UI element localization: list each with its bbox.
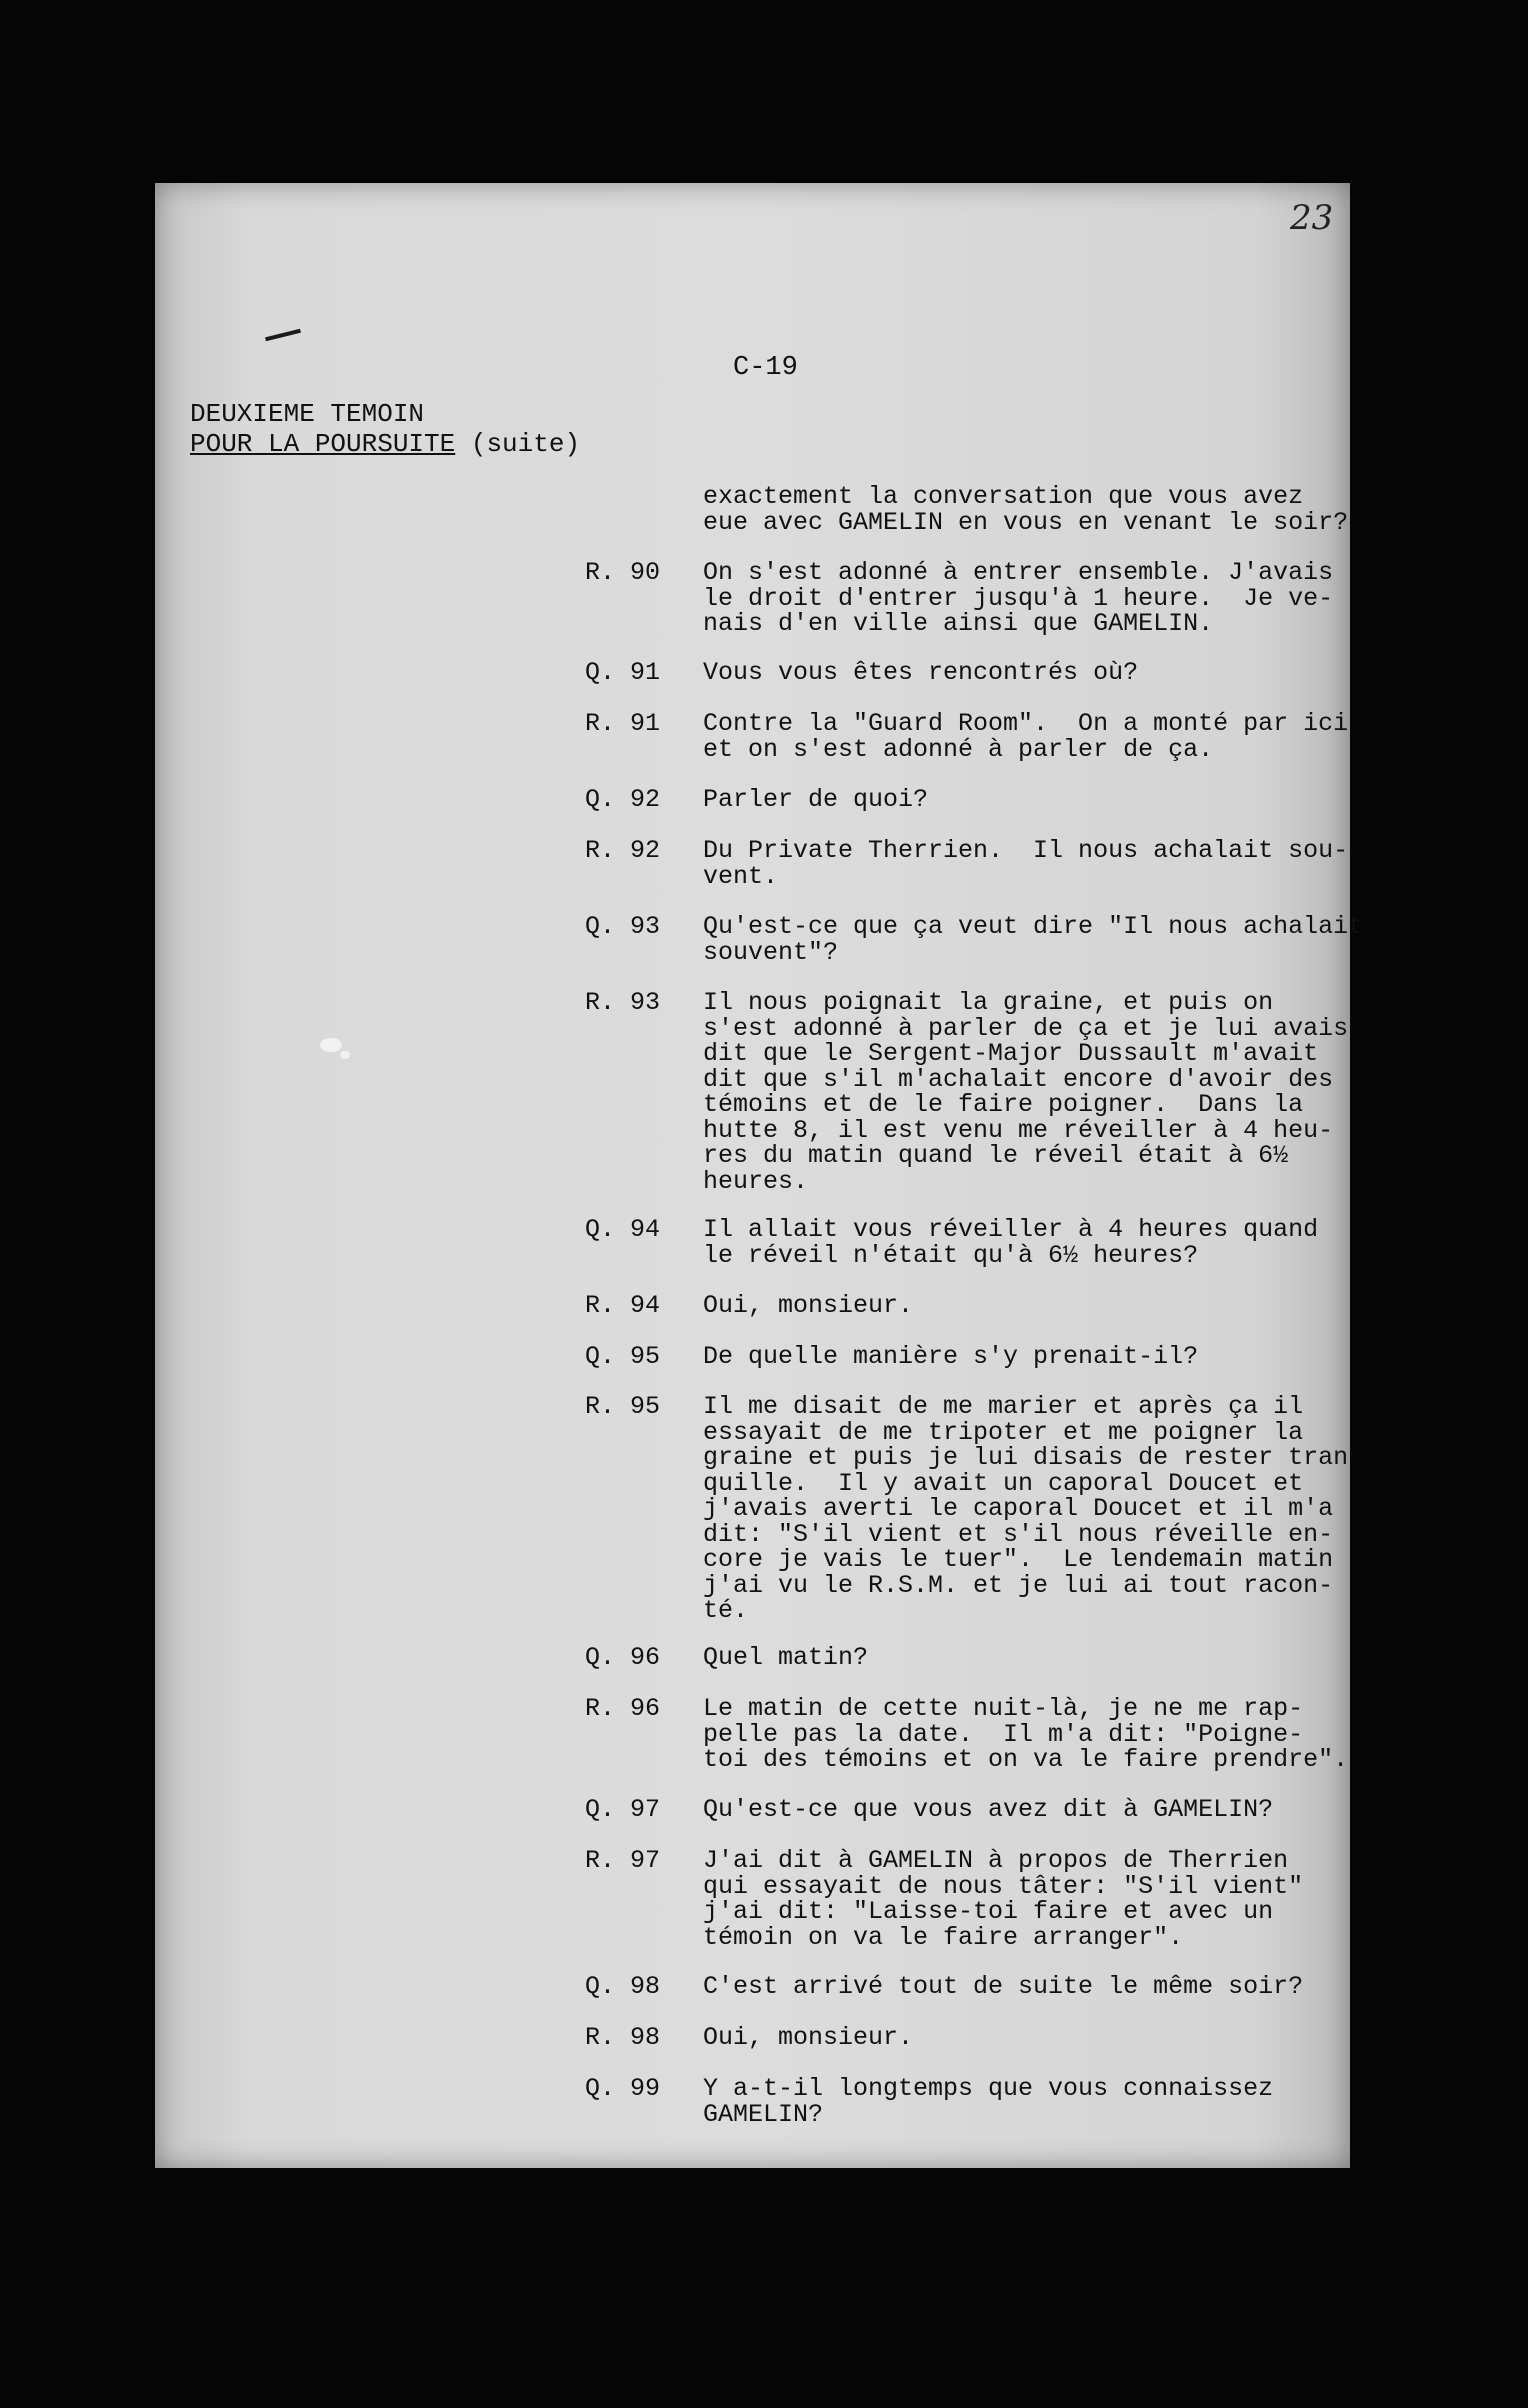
entry-text: Oui, monsieur. [703,2023,914,2052]
entry-text: Contre la "Guard Room". On a monté par ici et on s'est adonné à parler de ça. [703,709,1349,764]
entry-text: Qu'est-ce que ça veut dire "Il nous achalait souvent"? [703,912,1364,967]
heading-line-1: DEUXIEME TEMOIN [190,399,425,429]
entry-text: Il allait vous réveiller à 4 heures quand le réveil n'était qu'à 6½ heures? [703,1215,1319,1270]
entry-text: Le matin de cette nuit-là, je ne me rap- pelle pas la date. Il m'a dit: "Poigne- toi des témoins et on va le faire prendre". [703,1694,1349,1774]
entry-label: R. 91 [585,709,661,738]
entry-label: Q. 92 [585,785,661,814]
entry-label: Q. 98 [585,1972,661,2001]
page-number: 23 [1290,198,1334,238]
entry-text: Oui, monsieur. [703,1291,914,1320]
entry-label: R. 94 [585,1291,661,1320]
document-code: C-19 [733,353,798,383]
entry-text: On s'est adonné à entrer ensemble. J'avais le droit d'entrer jusqu'à 1 heure. Je ve- nais d'en ville ainsi que GAMELIN. [703,558,1334,638]
entry-label: Q. 91 [585,658,661,687]
entry-label: Q. 94 [585,1215,661,1244]
entry-label: R. 96 [585,1694,661,1723]
entry-text: Y a-t-il longtemps que vous connaissez GAMELIN? [703,2074,1274,2129]
entry-text: Il nous poignait la graine, et puis on s'est adonné à parler de ça et je lui avais dit que le Sergent-Major Dussault m'avait dit que s'il m'achalait encore d'avoir des témoins et de le faire poigner. Dans la hutte 8, il est venu me réveiller à 4 heu- res du matin quand le réveil était à 6½ heures. [703,988,1349,1196]
entry-label: R. 93 [585,988,661,1017]
witness-heading [190,399,580,459]
entry-label: Q. 93 [585,912,661,941]
entry-label: Q. 97 [585,1795,661,1824]
heading-suffix: (suite) [455,429,581,459]
heading-underlined: POUR LA POURSUITE [190,429,456,459]
entry-text: Parler de quoi? [703,785,929,814]
entry-label: R. 90 [585,558,661,587]
entry-text: J'ai dit à GAMELIN à propos de Therrien qui essayait de nous tâter: "S'il vient" j'ai dit: "Laisse-toi faire et avec un témoin on va le faire arranger". [703,1846,1304,1952]
continuation-text: exactement la conversation que vous avez eue avec GAMELIN en vous en venant le soir? [703,482,1349,537]
entry-label: Q. 99 [585,2074,661,2103]
entry-text: Qu'est-ce que vous avez dit à GAMELIN? [703,1795,1274,1824]
entry-text: Quel matin? [703,1643,869,1672]
heading-line-2 [190,429,580,459]
paper-blemish [340,1051,350,1059]
paper-blemish [320,1038,342,1052]
entry-text: Il me disait de me marier et après ça il essayait de me tripoter et me poigner la graine et puis je lui disais de rester tran quille. Il y avait un caporal Doucet et j'avais averti le caporal Doucet et il m'a dit: "S'il vient et s'il nous réveille en- core je vais le tuer". Le lendemain matin j'ai vu le R.S.M. et je lui ai tout racon- té. [703,1392,1349,1625]
entry-text: C'est arrivé tout de suite le même soir? [703,1972,1304,2001]
pen-mark [265,329,301,342]
entry-label: Q. 95 [585,1342,661,1371]
entry-label: R. 95 [585,1392,661,1421]
entry-label: R. 97 [585,1846,661,1875]
entry-text: De quelle manière s'y prenait-il? [703,1342,1199,1371]
entry-label: R. 98 [585,2023,661,2052]
entry-text: Vous vous êtes rencontrés où? [703,658,1139,687]
entry-text: Du Private Therrien. Il nous achalait sou- vent. [703,836,1349,891]
document-page [155,183,1364,2168]
entry-label: R. 92 [585,836,661,865]
entry-label: Q. 96 [585,1643,661,1672]
